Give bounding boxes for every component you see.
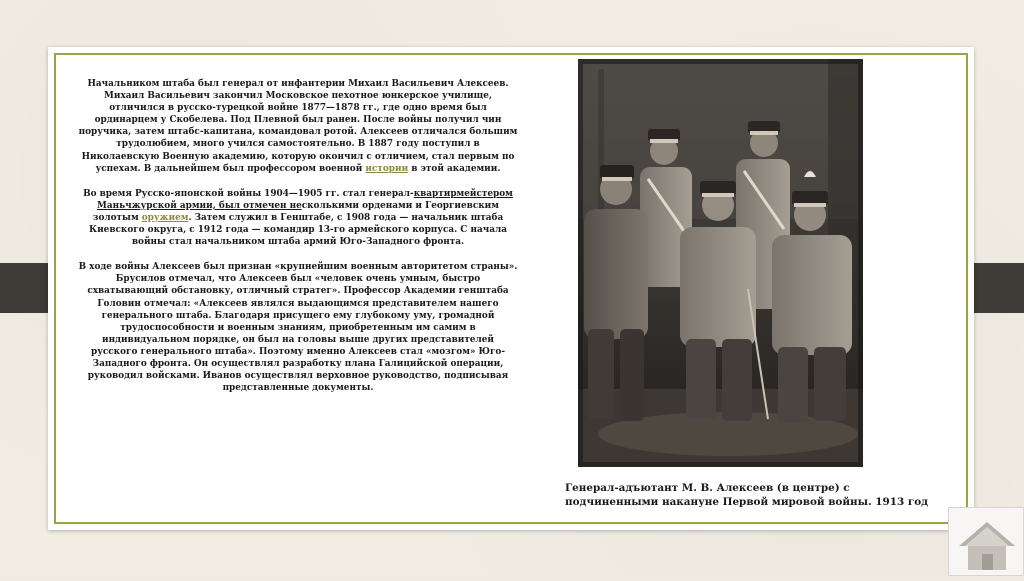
paragraph-1	[78, 78, 518, 175]
paragraph-2-middle: сколькими орденами и Георгиевским золотым	[92, 200, 499, 223]
weapon-link[interactable]: оружием	[141, 212, 189, 223]
home-icon	[949, 562, 1024, 581]
paragraph-2-underlined: квартирмейстером Маньчжурской армии, был отмечен не	[97, 188, 513, 211]
paragraph-1-text: Начальником штаба был генерал от инфантерии Михаил Васильевич Алексеев. Михаил Васильевич закончил Московское пехотное юнкерское училище, отличился в русско-турецкой войне 1877—1878 гг., где одно время был ординарцем у Скобелева. Под Плевной был ранен. После войны получил чин поручика, затем штабс-капитана, командовал ротой. Алексеев отличался большим трудолюбием, много учился самостоятельно. В 1887 году поступил в Николаевскую Военную академию, которую окончил с отличием, стал первым по успехам. В дальнейшем был профессором военной	[78, 79, 518, 174]
paragraph-2-start: Во время Русско-японской войны 1904—1905 гг. стал генерал-	[83, 188, 414, 199]
photo-caption: Генерал-адъютант М. В. Алексеев (в центре) с подчиненными накануне Первой мировой войны. 1913 год	[565, 482, 929, 508]
paragraph-2-end: . Затем служил в Генштабе, с 1908 года — начальник штаба Киевского округа, с 1912 года — командир 13-го армейского корпуса. С начала войны стал начальником штаба армий Юго-Западного фронта.	[89, 212, 507, 248]
history-link[interactable]: истории	[365, 163, 409, 174]
body-text	[78, 78, 518, 407]
home-button[interactable]	[948, 507, 1024, 576]
paragraph-3	[78, 261, 518, 394]
paragraph-1-end: в этой академии.	[408, 163, 501, 174]
paragraph-2	[78, 188, 518, 248]
historical-photo	[578, 59, 863, 467]
paragraph-3-text: В ходе войны Алексеев был признан «крупнейшим военным авторитетом страны». Брусилов отмечал, что Алексеев был «человек очень умным, быстро схватывающий обстановку, отличный стратег». Профессор Академии генштаба Головин отмечал: «Алексеев являлся выдающимся представителем нашего генерального штаба. Благодаря присущего ему глубокому уму, громадной трудоспособности и военным знаниям, приобретенным им самим в индивидуальном порядке, он был на головы выше других представителей русского генерального штаба». Поэтому именно Алексеев стал «мозгом» Юго-Западного фронта. Он осуществлял разработку плана Галицийской операции, руководил войсками. Иванов осуществлял верховное руководство, подписывая представленные документы.	[78, 262, 518, 394]
